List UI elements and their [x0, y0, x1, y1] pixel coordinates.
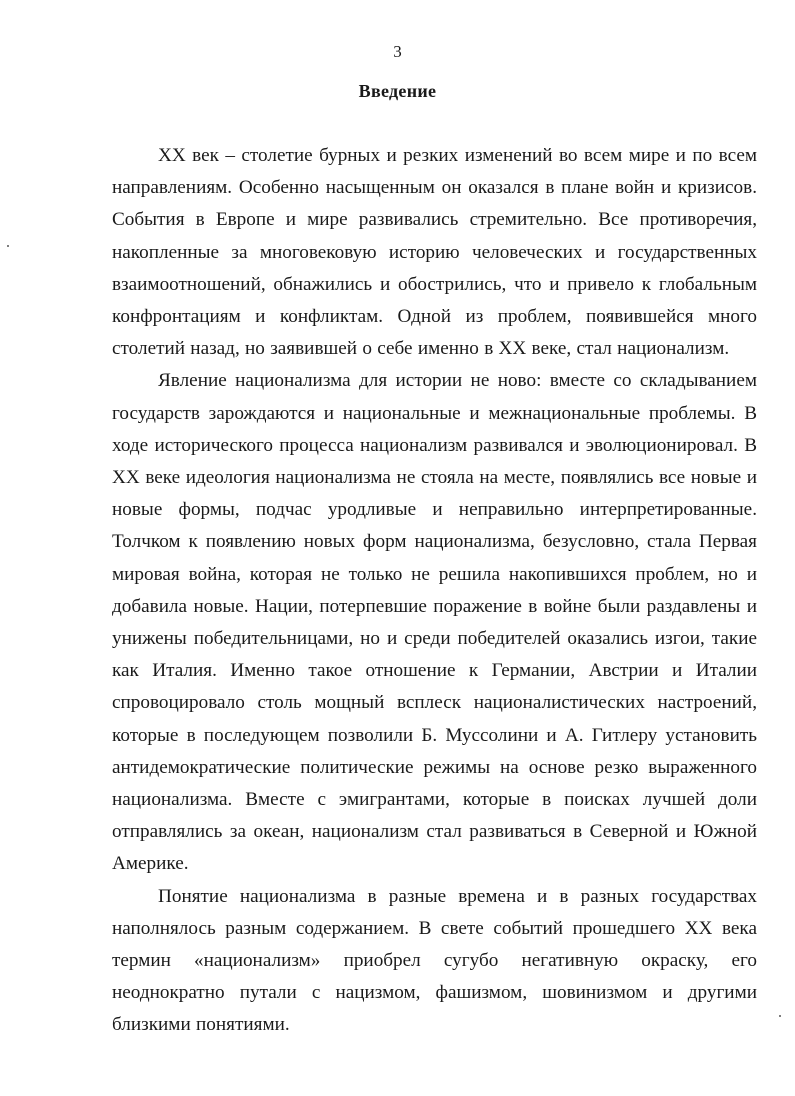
page-number: 3 — [393, 42, 402, 61]
paragraph-3: Понятие национализма в разные времена и в разных государствах наполнялось разным содержанием. В свете событий прошедшего XX века термин «национализм» приобрел сугубо негативную окраску, его неоднократно путали с нацизмом, фашизмом, шовинизмом и другими близкими понятиями. — [112, 885, 757, 1036]
page-title: Введение — [358, 81, 437, 101]
body-text — [112, 140, 757, 1042]
paragraph-1: XX век – столетие бурных и резких изменений во всем мире и по всем направлениям. Особенно насыщенным он оказался в плане войн и кризисов. События в Европе и мире развивались стремительно. Все противоречия, накопленные за многовековую историю человеческих и государственных взаимоотношений, обнажились и обострились, что и привело к глобальным конфронтациям и конфликтам. Одной из проблем, появившейся много столетий назад, но заявившей о себе именно в XX веке, стал национализм. — [112, 145, 757, 360]
scan-speck — [779, 1015, 781, 1017]
scan-speck — [7, 245, 9, 247]
paragraph-2: Явление национализма для истории не ново: вместе со складыванием государств зарождаются и национальные и межнациональные проблемы. В ходе исторического процесса национализм развивался и эволюционировал. В XX веке идеология национализма не стояла на месте, появлялись все новые и новые формы, подчас уродливые и неправильно интерпретированные. Толчком к появлению новых форм национализма, безусловно, стала Первая мировая война, которая не только не решила накопившихся проблем, но и добавила новые. Нации, потерпевшие поражение в войне были раздавлены и унижены победительницами, но и среди победителей оказались изгои, такие как Италия. Именно такое отношение к Германии, Австрии и Италии спровоцировало столь мощный всплеск националистических настроений, которые в последующем позволили Б. Муссолини и А. Гитлеру установить антидемократические политические режимы на основе резко выраженного национализма. Вместе с эмигрантами, которые в поисках лучшей доли отправлялись за океан, национализм стал развиваться в Северной и Южной Америке. — [112, 370, 757, 875]
